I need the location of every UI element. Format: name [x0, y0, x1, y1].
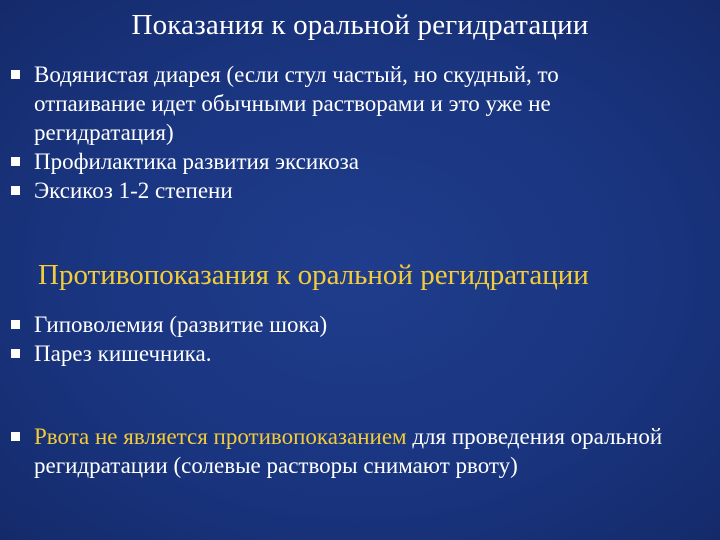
list-item: [0, 422, 674, 480]
note-text: для проведения оральной регидратации (солевые растворы снимают рвоту): [34, 424, 663, 478]
note-highlight: Рвота не является противопоказанием: [34, 424, 407, 449]
list-item: [0, 60, 674, 147]
list-item: [0, 176, 674, 205]
list-item: [0, 339, 674, 368]
square-bullet-icon: [11, 186, 20, 195]
list-item-text: Парез кишечника.: [34, 341, 212, 366]
square-bullet-icon: [11, 157, 20, 166]
square-bullet-icon: [11, 349, 20, 358]
square-bullet-icon: [11, 70, 20, 79]
list-item-text: Водянистая диарея (если стул частый, но скудный, то отпаивание идет обычными растворами и это уже не регидратация): [34, 62, 559, 145]
slide-title: Показания к оральной регидратации: [131, 9, 589, 41]
list-item-text: Гиповолемия (развитие шока): [34, 312, 328, 337]
list-item: [0, 310, 674, 339]
square-bullet-icon: [11, 320, 20, 329]
contraindications-heading: Противопоказания к оральной регидратации: [38, 259, 589, 291]
list-item-text: Профилактика развития эксикоза: [34, 149, 359, 174]
note-list: [0, 422, 674, 480]
contraindications-list: [0, 310, 674, 368]
indications-list: [0, 60, 674, 205]
square-bullet-icon: [11, 432, 20, 441]
list-item: [0, 147, 674, 176]
list-item-text: Эксикоз 1-2 степени: [34, 178, 233, 203]
